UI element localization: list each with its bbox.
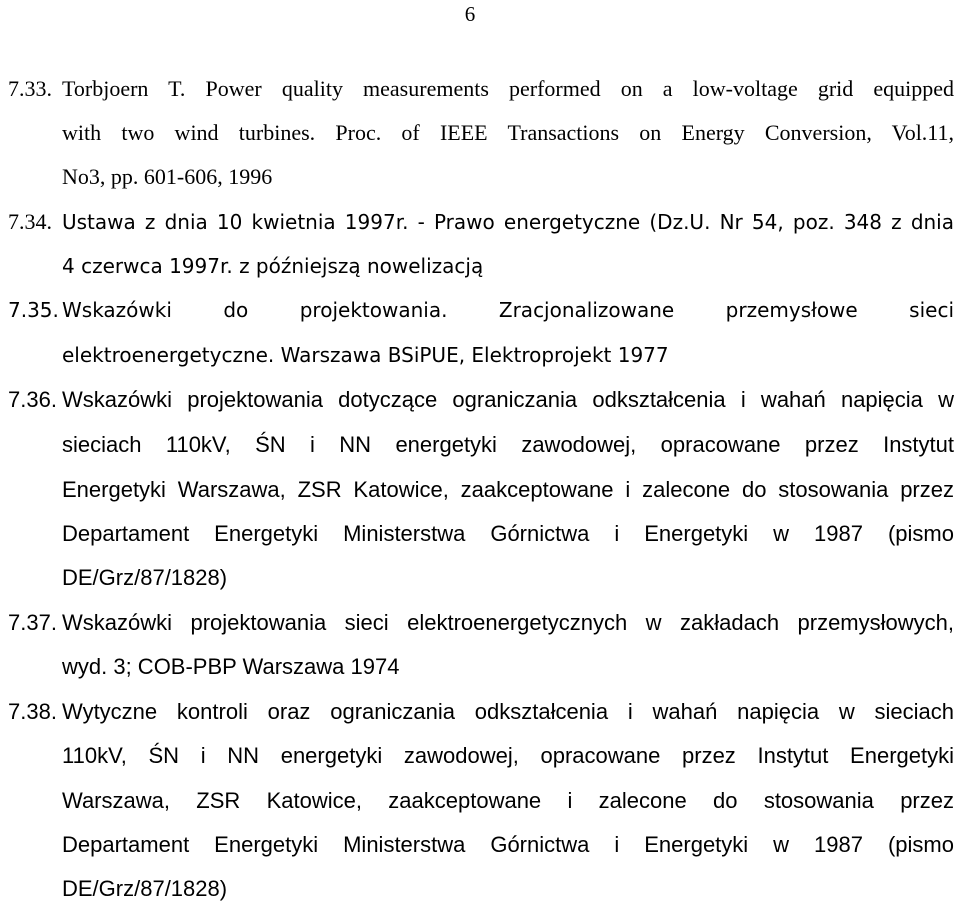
reference-number: 7.36. — [8, 387, 57, 412]
reference-line: with two wind turbines. Proc. of IEEE Transactions on Energy Conversion, Vol.11, — [62, 120, 954, 145]
reference-line: Energetyki Warszawa, ZSR Katowice, zaakceptowane i zalecone do stosowania przez — [62, 477, 954, 502]
reference-number: 7.37. — [8, 610, 57, 635]
reference-line: Wskazówki projektowania dotyczące ograniczania odkształcenia i wahań napięcia w — [62, 387, 954, 412]
reference-number: 7.35. — [8, 298, 59, 322]
reference-line: Wskazówki do projektowania. Zracjonalizowane przemysłowe sieci — [62, 298, 954, 322]
reference-line: wyd. 3; COB-PBP Warszawa 1974 — [62, 654, 400, 679]
reference-line: Ustawa z dnia 10 kwietnia 1997r. - Prawo energetyczne (Dz.U. Nr 54, poz. 348 z dnia — [62, 210, 954, 234]
reference-line: sieciach 110kV, ŚN i NN energetyki zawodowej, opracowane przez Instytut — [62, 432, 954, 457]
page-number: 6 — [464, 2, 476, 26]
reference-line: Wytyczne kontroli oraz ograniczania odkształcenia i wahań napięcia w sieciach — [62, 699, 954, 724]
reference-line: DE/Grz/87/1828) — [62, 876, 228, 901]
reference-number: 7.38. — [8, 699, 57, 724]
reference-line: Departament Energetyki Ministerstwa Górnictwa i Energetyki w 1987 (pismo — [62, 832, 954, 857]
reference-line: Departament Energetyki Ministerstwa Górnictwa i Energetyki w 1987 (pismo — [62, 521, 954, 546]
reference-line: elektroenergetyczne. Warszawa BSiPUE, Elektroprojekt 1977 — [62, 343, 669, 367]
reference-number: 7.33. — [8, 76, 52, 101]
reference-line: Torbjoern T. Power quality measurements performed on a low-voltage grid equipped — [62, 76, 954, 101]
reference-line: DE/Grz/87/1828) — [62, 565, 228, 590]
reference-line: Wskazówki projektowania sieci elektroenergetycznych w zakładach przemysłowych, — [62, 610, 954, 635]
reference-number: 7.34. — [8, 209, 52, 234]
reference-line: Warszawa, ZSR Katowice, zaakceptowane i zalecone do stosowania przez — [62, 788, 954, 813]
reference-line: 110kV, ŚN i NN energetyki zawodowej, opracowane przez Instytut Energetyki — [62, 743, 954, 768]
reference-line: No3, pp. 601-606, 1996 — [62, 164, 273, 189]
reference-line: 4 czerwca 1997r. z późniejszą nowelizacją — [62, 254, 484, 278]
